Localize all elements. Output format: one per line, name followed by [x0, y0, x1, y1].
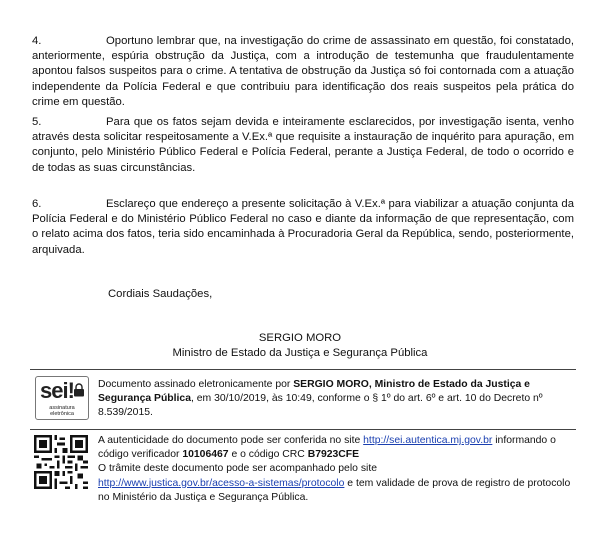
verifier-code: 10106467 — [182, 449, 229, 461]
paragraph-text: Oportuno lembrar que, na investigação do crime de assassinato em questão, foi constatado, anteriormente, espúria obstrução da Justiça, com a introdução de testemunha que fraudulentamente apontou falsos suspeitos para o crime. A tentativa de obstrução da Justiça só foi contornada com a atuação independente da Polícia Federal e que contribuiu para identificação dos reais suspeitos pela prática do crime em questão. — [32, 35, 574, 108]
paragraph-5 — [32, 115, 574, 176]
paragraph-text: Esclareço que endereço a presente solicitação à V.Ex.ª para viabilizar a atuação conjunta da Polícia Federal e do Ministério Público Federal no caso e diante da informação de que representação, com o relato acima dos fatos, teria sido encaminhada à Procuradoria Geral da República, sendo, posteriormente, arquivada. — [32, 198, 574, 256]
closing-salutation: Cordiais Saudações, — [108, 288, 213, 300]
paragraph-number: 4. — [32, 35, 42, 47]
authenticity-prefix: A autenticidade do documento pode ser conferida no site — [98, 435, 364, 446]
authenticity-box — [30, 432, 576, 512]
paragraph-number: 5. — [32, 116, 42, 128]
qr-code-icon — [34, 435, 88, 489]
signature-signer: SERGIO MORO, Ministro de Estado da Justiça e Segurança Pública — [98, 379, 530, 405]
paragraph-6 — [32, 197, 574, 258]
electronic-signature-box — [30, 371, 576, 427]
signature-prefix: Documento assinado eletronicamente por — [98, 379, 294, 390]
crc-prefix: e o código CRC — [228, 449, 308, 461]
paragraph-text: Para que os fatos sejam devida e inteiramente esclarecidos, por investigação isenta, venho através desta solicitar respeitosamente a V.Ex.ª que requisite a instauração de inquérito para apuração, em conjunto, pelo Ministério Público Federal e Polícia Federal, perante a Justiça Federal, de todo o ocorrido e de todas as suas circunstâncias. — [32, 116, 574, 174]
crc-code: B7923CFE — [307, 449, 360, 461]
divider — [30, 369, 576, 370]
sei-logo: sei! — [40, 378, 74, 403]
signer-title: Ministro de Estado da Justiça e Segurança Pública — [172, 347, 428, 359]
signature-statement — [98, 378, 574, 421]
divider — [30, 429, 576, 430]
seal-caption-line: eletrônica — [50, 411, 74, 417]
paragraph-4 — [32, 34, 574, 110]
paragraph-number: 6. — [32, 198, 42, 210]
verifier-prefix: informando o código verificador — [98, 435, 556, 461]
authenticity-statement — [98, 434, 574, 505]
protocol-suffix: e tem validade de prova de registro de protocolo no Ministério da Justiça e Segurança Pública. — [98, 477, 571, 503]
signer-name: SERGIO MORO — [258, 332, 342, 344]
seal-caption-line: assinatura — [49, 405, 75, 411]
seal-caption — [36, 405, 88, 417]
sei-autentica-link[interactable]: http://sei.autentica.mj.gov.br — [363, 435, 493, 446]
lock-icon — [73, 383, 85, 397]
sei-seal — [35, 376, 89, 420]
protocol-link[interactable]: http://www.justica.gov.br/acesso-a-sistemas/protocolo — [98, 477, 345, 489]
tracking-statement: O trâmite deste documento pode ser acompanhado pelo site — [98, 463, 377, 475]
signature-suffix: , em 30/10/2019, às 10:49, conforme o § 1º do art. 6º e art. 10 do Decreto nº 8.539/2015. — [98, 393, 543, 419]
